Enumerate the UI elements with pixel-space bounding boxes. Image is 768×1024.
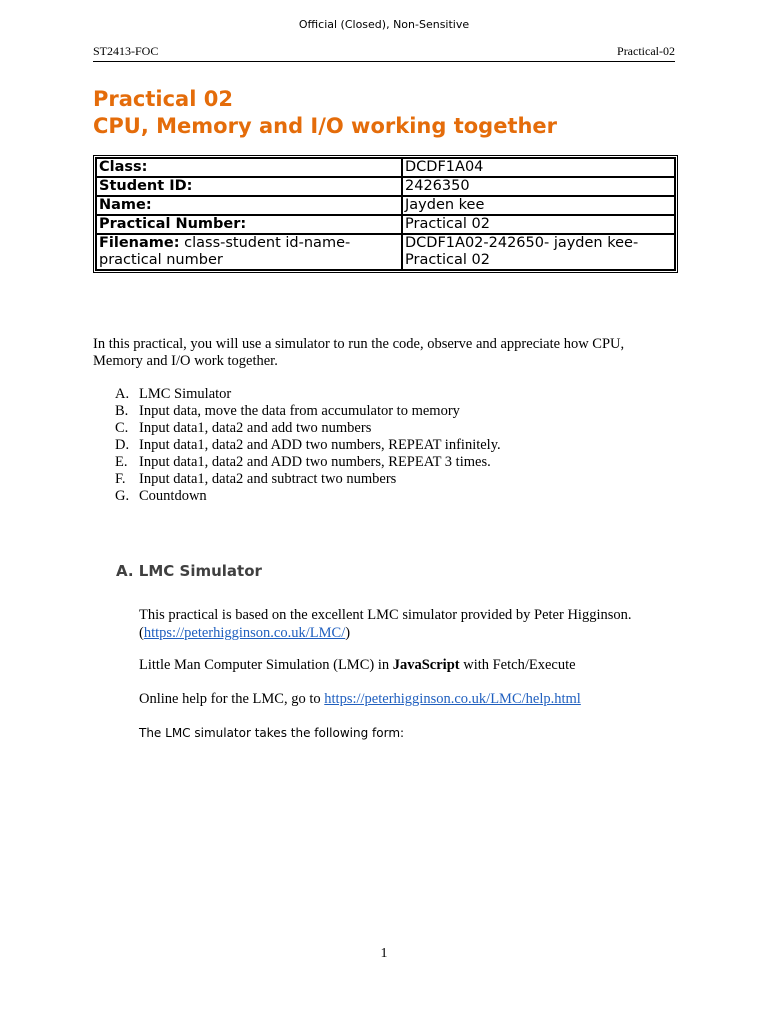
list-item: A. LMC Simulator xyxy=(115,386,232,402)
name-value-cell: Jayden kee xyxy=(402,196,675,215)
student-id-value-cell: 2426350 xyxy=(402,177,675,196)
filename-label-cell: Filename: class-student id-name-practical number xyxy=(96,234,402,270)
title-line-2: CPU, Memory and I/O working together xyxy=(93,114,558,138)
list-item: F. Input data1, data2 and subtract two numbers xyxy=(115,471,397,487)
title-line-1: Practical 02 xyxy=(93,87,233,111)
page-number: 1 xyxy=(380,946,388,961)
name-label-cell: Name: xyxy=(96,196,402,215)
table-row xyxy=(96,215,675,234)
table-row xyxy=(96,196,675,215)
filename-value-cell: DCDF1A02-242650- jayden kee-Practical 02 xyxy=(402,234,675,270)
section-a-intro-paragraph: This practical is based on the excellent LMC simulator provided by Peter Higginson. (https://peterhigginson.co.uk/LMC/) xyxy=(139,607,632,641)
table-row xyxy=(96,177,675,196)
simulator-form-paragraph: The LMC simulator takes the following form: xyxy=(139,726,405,740)
practical-number-label-cell: Practical Number: xyxy=(96,215,402,234)
contents-list xyxy=(115,386,501,505)
class-label-cell: Class: xyxy=(96,158,402,177)
student-info-table xyxy=(93,155,678,273)
table-row xyxy=(96,158,675,177)
list-item: D. Input data1, data2 and ADD two numbers, REPEAT infinitely. xyxy=(115,437,501,453)
list-item: E. Input data1, data2 and ADD two numbers, REPEAT 3 times. xyxy=(115,454,491,470)
classification-label: Official (Closed), Non-Sensitive xyxy=(298,18,470,31)
student-id-label-cell: Student ID: xyxy=(96,177,402,196)
page-header xyxy=(93,44,675,62)
table-row xyxy=(96,234,675,270)
lmc-description-paragraph: Little Man Computer Simulation (LMC) in JavaScript with Fetch/Execute xyxy=(139,657,576,673)
list-item: G. Countdown xyxy=(115,488,207,504)
course-code: ST2413-FOC xyxy=(93,44,159,58)
lmc-link[interactable]: https://peterhigginson.co.uk/LMC/ xyxy=(143,625,346,641)
list-item: C. Input data1, data2 and add two numbers xyxy=(115,420,372,436)
class-value-cell: DCDF1A04 xyxy=(402,158,675,177)
intro-paragraph: In this practical, you will use a simulator to run the code, observe and appreciate how CPU, Memory and I/O work together. xyxy=(93,336,625,369)
online-help-paragraph: Online help for the LMC, go to https://peterhigginson.co.uk/LMC/help.html xyxy=(139,691,581,707)
lmc-help-link[interactable]: https://peterhigginson.co.uk/LMC/help.html xyxy=(324,691,581,707)
document-title xyxy=(93,86,557,140)
practical-code: Practical-02 xyxy=(617,44,675,58)
practical-number-value-cell: Practical 02 xyxy=(402,215,675,234)
list-item: B. Input data, move the data from accumulator to memory xyxy=(115,403,460,419)
section-a-heading: A. LMC Simulator xyxy=(116,562,262,580)
